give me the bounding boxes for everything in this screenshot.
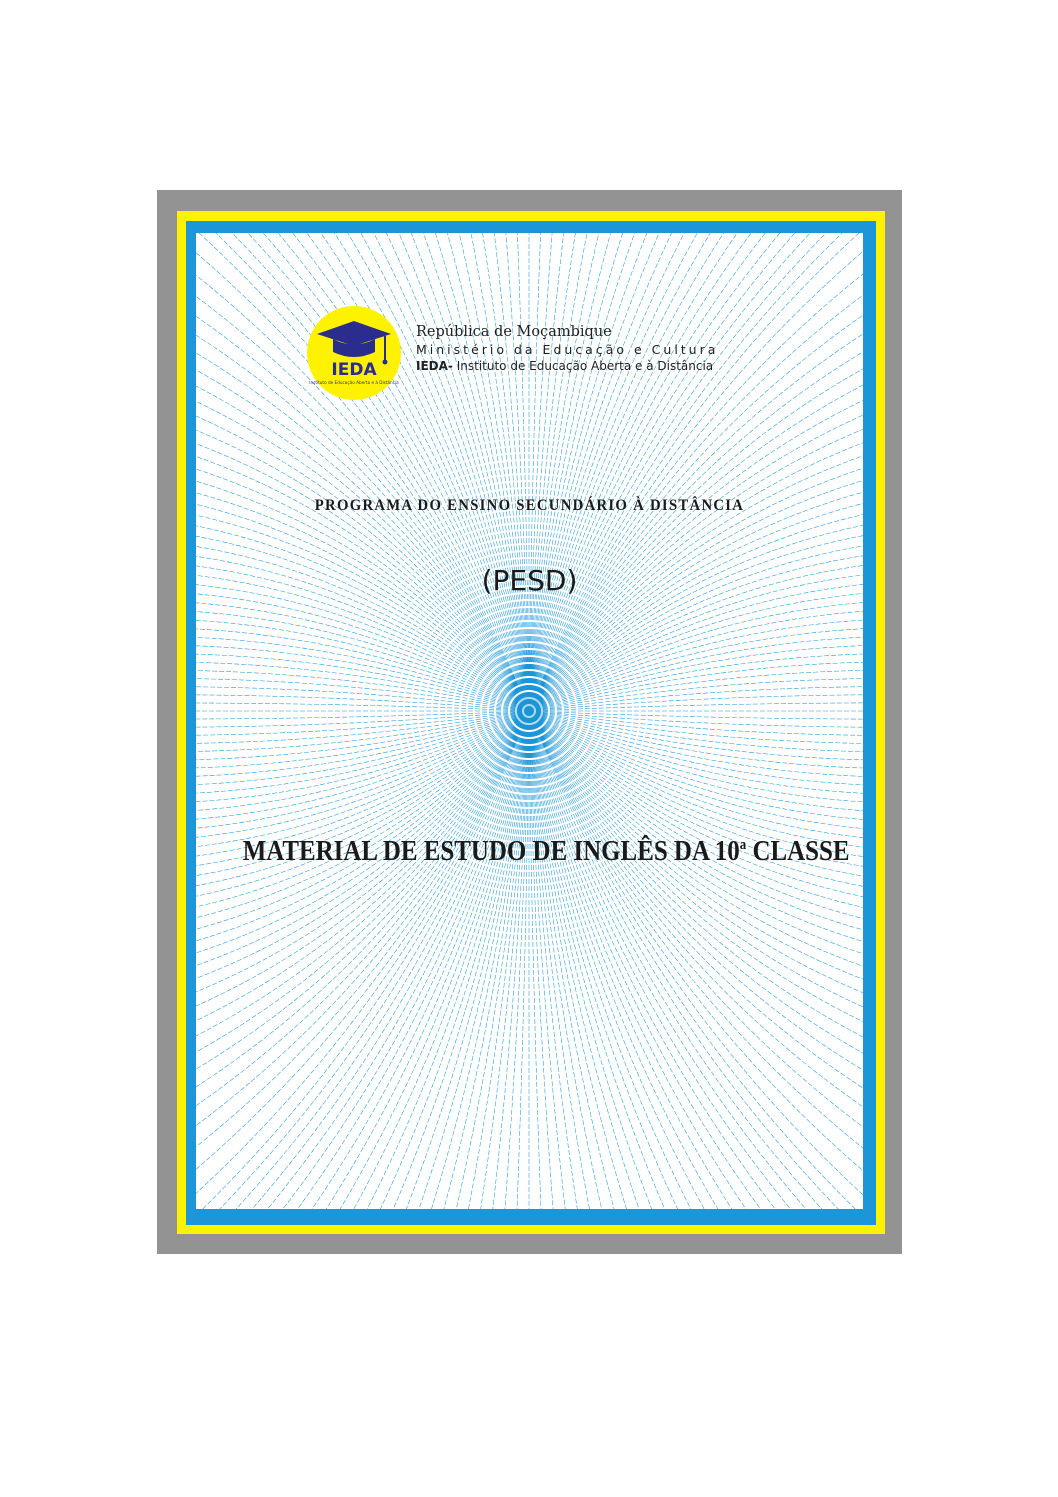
pesd-acronym: (PESD) — [481, 564, 578, 597]
logo-acronym: IEDA — [331, 360, 377, 380]
ray-center — [515, 697, 543, 725]
instituto-line — [416, 358, 718, 374]
ministerio-line: Ministério da Educação e Cultura — [416, 342, 719, 357]
programa-title: PROGRAMA DO ENSINO SECUNDÁRIO À DISTÂNCIA — [314, 497, 745, 514]
logo-small-text: Instituto de Educação Aberta e à Distância — [309, 380, 399, 385]
material-title — [242, 835, 850, 868]
material-title-prefix: MATERIAL DE ESTUDO DE INGLÊS DA 10 — [242, 835, 740, 867]
republica-line: República de Moçambique — [416, 324, 612, 340]
material-title-suffix: CLASSE — [746, 835, 850, 867]
ieda-logo — [305, 304, 403, 402]
material-title-superscript: a — [739, 837, 747, 853]
institution-header — [305, 304, 765, 404]
header-text — [416, 324, 718, 374]
instituto-name: Instituto de Educação Aberta e à Distância — [456, 359, 714, 373]
ieda-prefix: IEDA- — [416, 359, 453, 373]
